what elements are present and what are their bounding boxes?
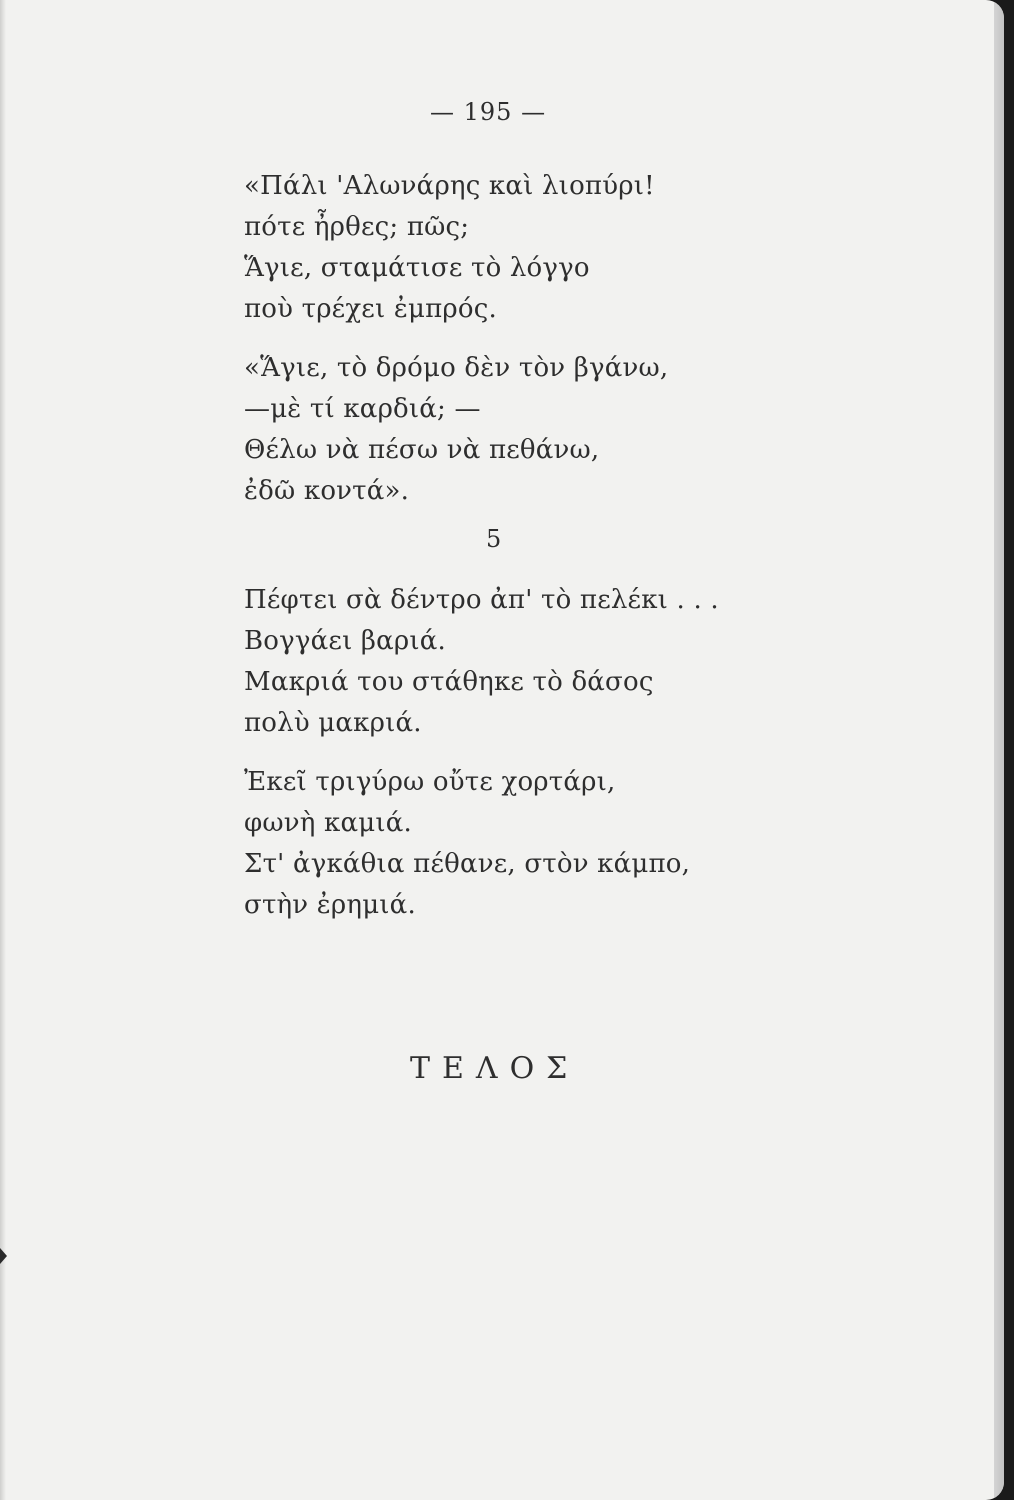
poem-line: ποὺ τρέχει ἐμπρός.: [244, 294, 497, 324]
poem-line: πότε ἦρθες; πῶς;: [244, 212, 470, 242]
poem-line: Θέλω νὰ πέσω νὰ πεθάνω,: [244, 435, 600, 465]
poem-line: Βογγάει βαριά.: [244, 626, 447, 656]
poem-line: Μακριά του στάθηκε τὸ δάσος: [244, 667, 654, 697]
poem-line: πολὺ μακριά.: [244, 708, 422, 738]
poem-line: ἐδῶ κοντά».: [244, 476, 410, 506]
poem-line: Στ' ἀγκάθια πέθανε, στὸν κάμπο,: [244, 849, 691, 879]
section-number: 5: [486, 525, 502, 553]
poem-line: Ἐκεῖ τριγύρω οὔτε χορτάρι,: [244, 767, 616, 797]
page-gutter-shadow: [0, 0, 6, 1500]
poem-line: «Πάλι 'Αλωνάρης καὶ λιοπύρι!: [244, 171, 655, 201]
end-heading: ΤΕΛΟΣ: [410, 1051, 580, 1086]
page-number: — 195 —: [430, 98, 547, 126]
page-edge: [994, 0, 1004, 1500]
poem-line: Ἅγιε, σταμάτισε τὸ λόγγο: [244, 253, 590, 283]
poem-line: φωνὴ καμιά.: [244, 808, 412, 838]
poem-line: «Ἅγιε, τὸ δρόμο δὲν τὸν βγάνω,: [244, 353, 669, 383]
poem-line: στὴν ἐρημιά.: [244, 890, 416, 920]
poem-line: Πέφτει σὰ δέντρο ἀπ' τὸ πελέκι . . .: [244, 585, 719, 615]
margin-mark: [0, 1248, 7, 1264]
poem-line: —μὲ τί καρδιά; —: [244, 394, 481, 424]
